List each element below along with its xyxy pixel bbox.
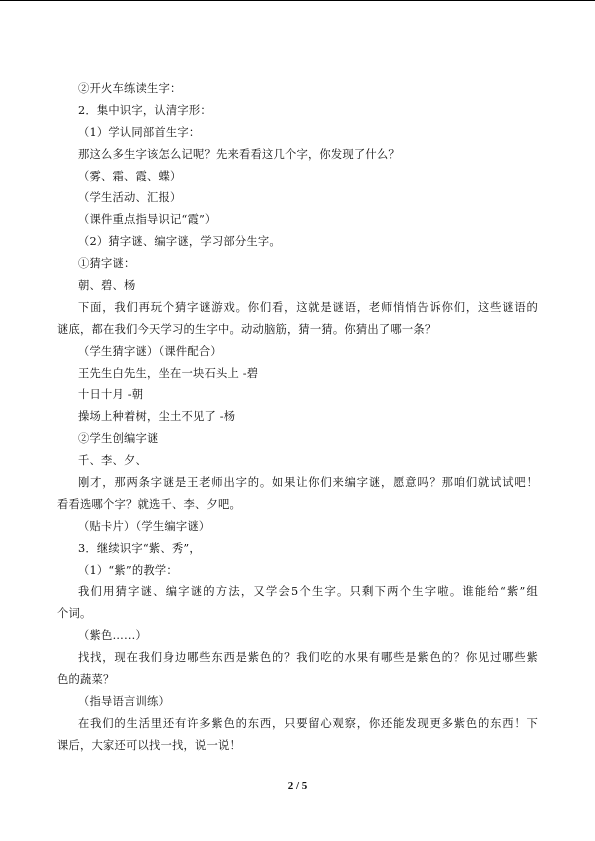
header-rule bbox=[0, 0, 595, 1]
paragraph-line: 刚才，那两条字谜是王老师出字的。如果让你们来编字谜，愿意吗？那咱们就试试吧！ bbox=[78, 476, 538, 490]
paragraph-line: 下面，我们再玩个猜字谜游戏。你们看，这就是谜语，老师悄悄告诉你们，这些谜语的 bbox=[78, 300, 538, 314]
paragraph-line: 在我们的生活里还有许多紫色的东西，只要留心观察，你还能发现更多紫色的东西！下 bbox=[78, 716, 538, 730]
text-line: （课件重点指导识记“霞”） bbox=[78, 213, 217, 227]
text-line: ①猜字谜： bbox=[78, 257, 136, 271]
subsection-heading: （1）学认同部首生字： bbox=[78, 125, 201, 139]
text-line: 千、李、夕、 bbox=[78, 454, 147, 468]
section-heading: 2．集中识字，认清字形： bbox=[78, 103, 212, 117]
text-line: ②学生创编字谜 bbox=[78, 432, 159, 446]
paragraph-line: 课后，大家还可以找一找，说一说！ bbox=[57, 738, 241, 752]
subsection-heading: （2）猜字谜、编字谜，学习部分生字。 bbox=[78, 235, 281, 249]
riddle-line: 王先生白先生，坐在一块石头上 -碧 bbox=[78, 366, 259, 380]
text-line: （紫色……） bbox=[78, 629, 147, 643]
riddle-line: 十日十月 -朝 bbox=[78, 388, 144, 402]
text-line: 那这么多生字该怎么记呢？先来看看这几个字，你发现了什么？ bbox=[78, 147, 400, 161]
subsection-heading: （1）“紫”的教学： bbox=[78, 563, 178, 577]
text-line: 朝、碧、杨 bbox=[78, 279, 136, 293]
text-line: ②开火车练读生字： bbox=[78, 82, 182, 95]
paragraph-line: 色的蔬菜？ bbox=[57, 673, 115, 687]
text-line: （学生猜字谜）（课件配合） bbox=[78, 344, 222, 358]
document-body bbox=[57, 78, 538, 757]
section-heading: 3．继续识字“紫、秀”， bbox=[78, 541, 201, 555]
paragraph-line: 个词。 bbox=[57, 607, 92, 621]
text-line: （学生活动、汇报） bbox=[78, 191, 182, 205]
paragraph-line: 找找，现在我们身边哪些东西是紫色的？我们吃的水果有哪些是紫色的？你见过哪些紫 bbox=[78, 651, 538, 665]
text-line: （雾、霜、霞、蝶） bbox=[78, 169, 182, 183]
paragraph-line: 看看选哪个字？就选千、李、夕吧。 bbox=[57, 497, 241, 511]
page-number: 2 / 5 bbox=[287, 780, 308, 792]
riddle-line: 操场上种着树，尘土不见了 -杨 bbox=[78, 410, 236, 424]
paragraph-line: 谜底，都在我们今天学习的生字中。动动脑筋，猜一猜。你猜出了哪一条？ bbox=[57, 322, 437, 336]
text-line: （指导语言训练） bbox=[78, 694, 170, 708]
paragraph-line: 我们用猜字谜、编字谜的方法，又学会5个生字。只剩下两个生字啦。谁能给“紫”组 bbox=[78, 585, 538, 599]
text-line: （贴卡片）（学生编字谜） bbox=[78, 519, 211, 533]
